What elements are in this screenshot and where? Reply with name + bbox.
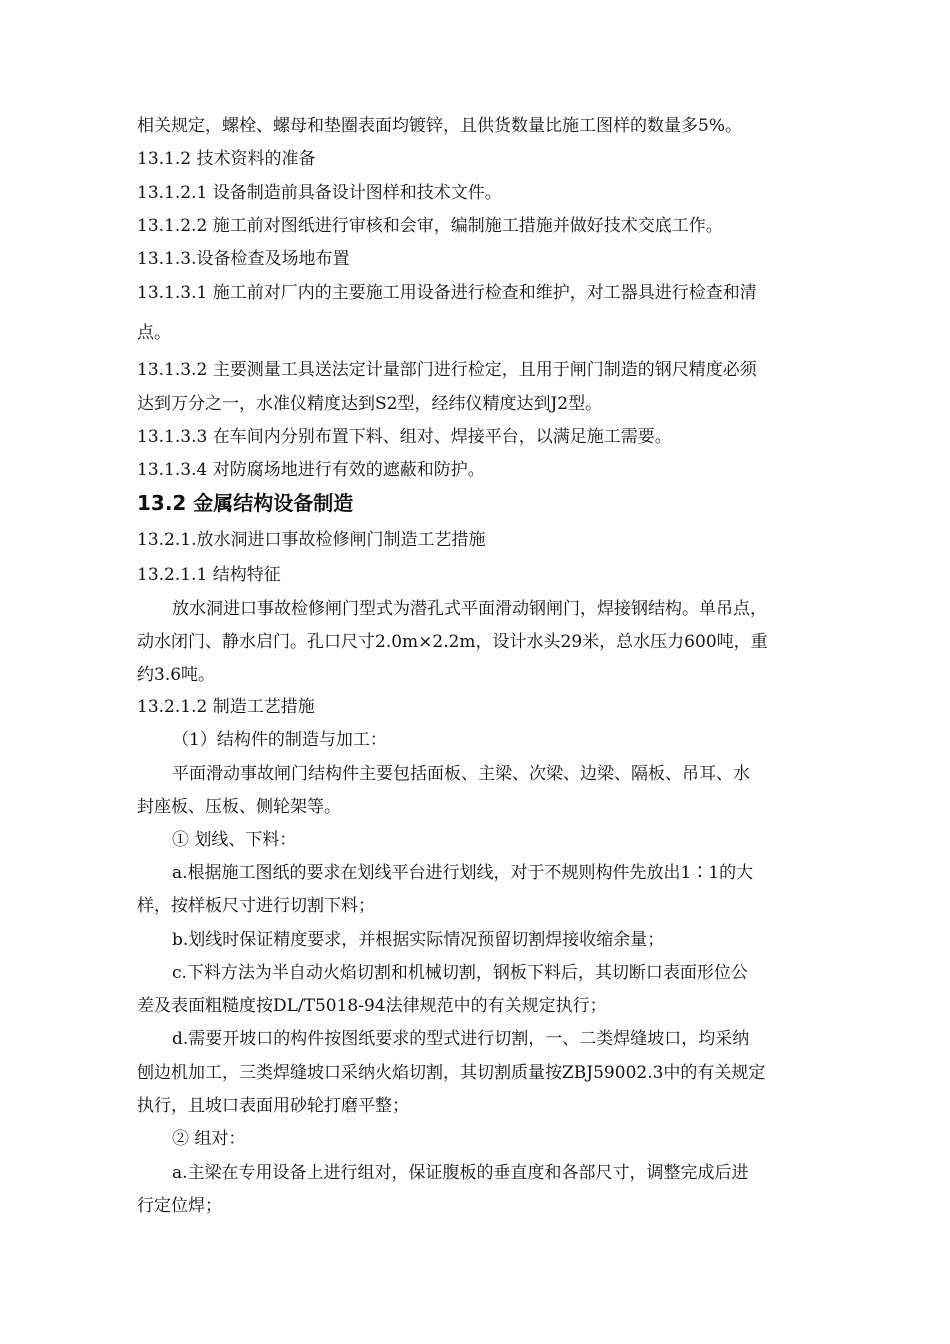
section-heading-13-2-1: 13.2.1.放水洞进口事故检修闸门制造工艺措施: [137, 530, 486, 550]
text-line: 13.1.3.1 施工前对厂内的主要施工用设备进行检查和维护，对工器具进行检查和清: [137, 283, 757, 303]
text-line: 13.1.2.1 设备制造前具备设计图样和技术文件。: [137, 183, 502, 203]
list-item-line: 刨边机加工，三类焊缝坡口采纳火焰切割，其切割质量按ZBJ59002.3中的有关规定: [137, 1063, 766, 1083]
text-line: 相关规定，螺栓、螺母和垫圈表面均镀锌，且供货数量比施工图样的数量多5%。: [137, 116, 742, 136]
list-heading: （1）结构件的制造与加工：: [172, 730, 387, 750]
text-line: 达到万分之一，水准仪精度达到S2型，经纬仪精度达到J2型。: [137, 394, 603, 414]
paragraph-line: 动水闭门、静水启门。孔口尺寸2.0m×2.2m，设计水头29米，总水压力600吨，重: [137, 632, 768, 652]
list-heading: ① 划线、下料：: [172, 830, 297, 850]
section-title-13-2: 13.2 金属结构设备制造: [137, 491, 354, 515]
section-heading-13-1-3: 13.1.3.设备检查及场地布置: [137, 249, 350, 269]
text-line: 点。: [137, 323, 171, 343]
list-item-line: a.主梁在专用设备上进行组对，保证腹板的垂直度和各部尺寸，调整完成后进: [172, 1163, 749, 1183]
text-line: 13.1.3.3 在车间内分别布置下料、组对、焊接平台，以满足施工需要。: [137, 427, 672, 447]
text-line: 13.1.3.4 对防腐场地进行有效的遮蔽和防护。: [137, 460, 485, 480]
list-item-line: a.根据施工图纸的要求在划线平台进行划线，对于不规则构件先放出1∶1的大: [172, 863, 754, 883]
text-line: 13.1.2.2 施工前对图纸进行审核和会审，编制施工措施并做好技术交底工作。: [137, 216, 723, 236]
list-item-line: d.需要开坡口的构件按图纸要求的型式进行切割，一、二类焊缝坡口，均采纳: [172, 1029, 750, 1049]
section-heading-13-2-1-1: 13.2.1.1 结构特征: [137, 565, 281, 585]
list-heading: ② 组对：: [172, 1129, 246, 1149]
section-heading-13-2-1-2: 13.2.1.2 制造工艺措施: [137, 697, 315, 717]
text-line: 13.1.3.2 主要测量工具送法定计量部门进行检定，且用于闸门制造的钢尺精度必须: [137, 360, 757, 380]
list-item-line: 差及表面粗糙度按DL/T5018-94法律规范中的有关规定执行；: [137, 996, 607, 1016]
list-item-line: 执行，且坡口表面用砂轮打磨平整；: [137, 1096, 409, 1116]
paragraph-line: 放水洞进口事故检修闸门型式为潜孔式平面滑动钢闸门，焊接钢结构。单吊点，: [172, 599, 767, 619]
list-item-line: c.下料方法为半自动火焰切割和机械切割，钢板下料后，其切断口表面形位公: [172, 963, 748, 983]
section-heading-13-1-2: 13.1.2 技术资料的准备: [137, 149, 316, 169]
list-item-line: b.划线时保证精度要求，并根据实际情况预留切割焊接收缩余量；: [172, 930, 665, 950]
list-item-line: 样，按样板尺寸进行切割下料；: [137, 896, 375, 916]
paragraph-line: 封座板、压板、侧轮架等。: [137, 797, 341, 817]
paragraph-line: 约3.6吨。: [137, 665, 216, 685]
list-item-line: 行定位焊；: [137, 1196, 222, 1216]
paragraph-line: 平面滑动事故闸门结构件主要包括面板、主梁、次梁、边梁、隔板、吊耳、水: [172, 764, 750, 784]
